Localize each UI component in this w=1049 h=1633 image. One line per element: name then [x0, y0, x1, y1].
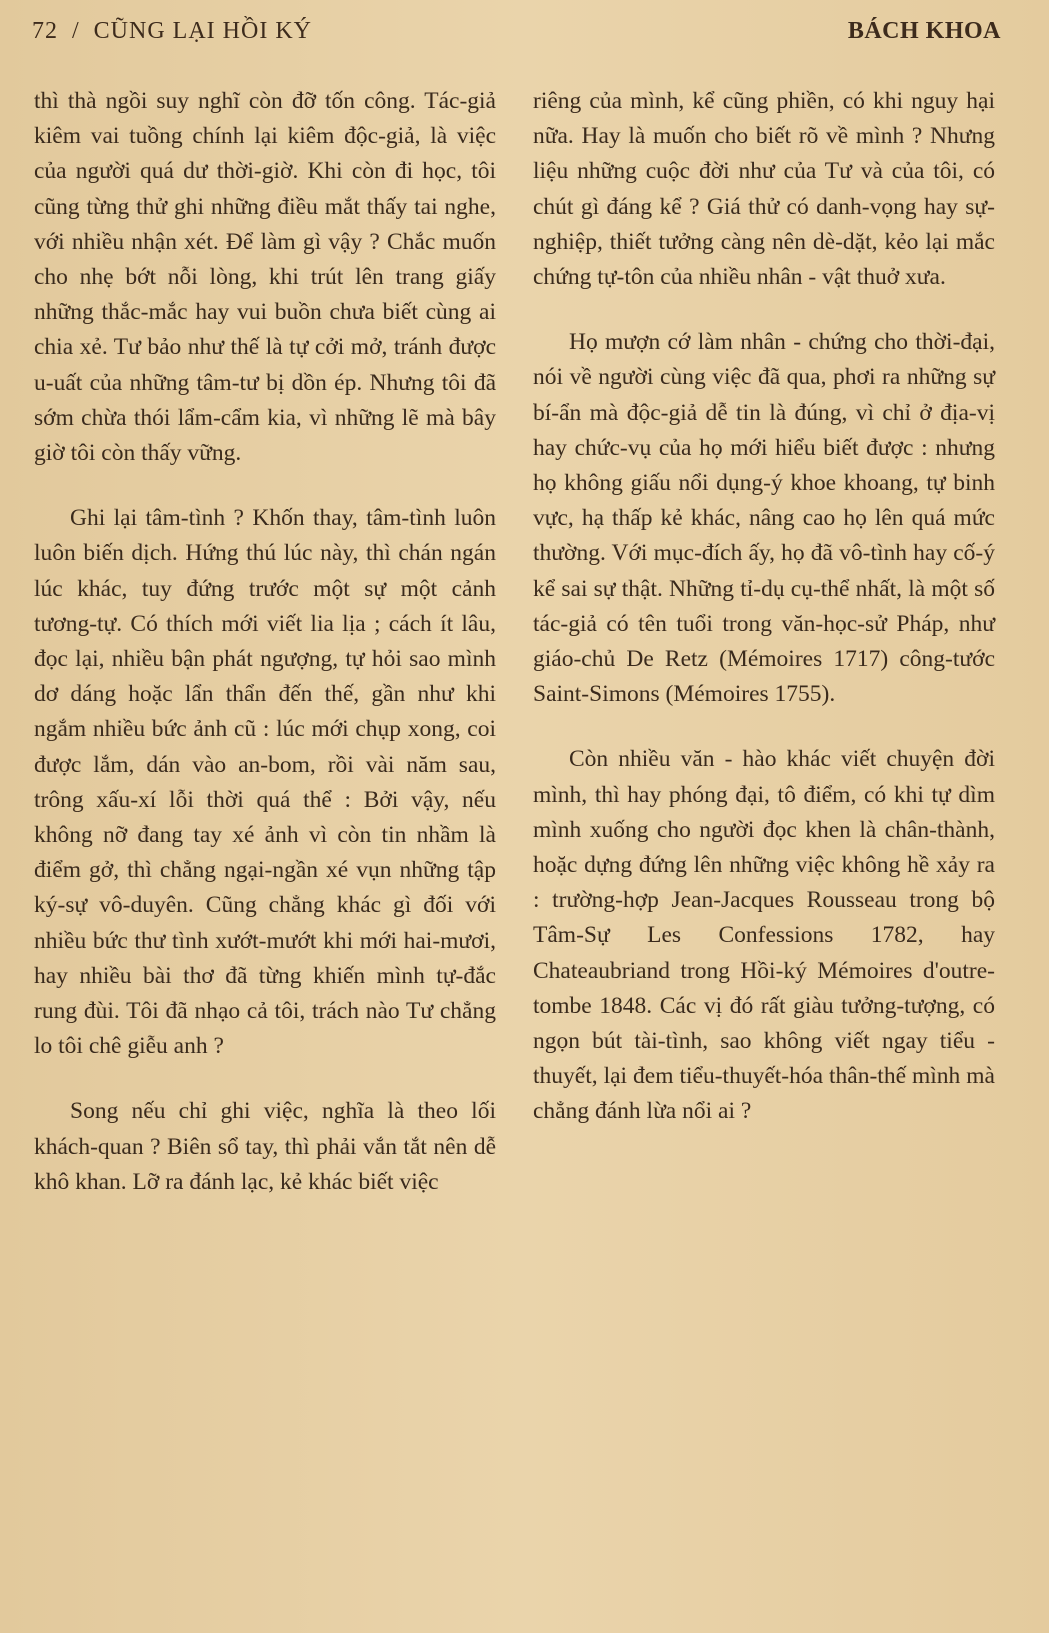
running-header: [32, 18, 1001, 58]
paragraph: riêng của mình, kể cũng phiền, có khi nguy hại nữa. Hay là muốn cho biết rõ về mình ? Nhưng liệu những cuộc đời như của Tư và của tôi, có chút gì đáng kể ? Giá thử có danh-vọng hay sự-nghiệp, thiết tưởng càng nên dè-dặt, kẻo lại mắc chứng tự-tôn của nhiều nhân - vật thuở xưa.: [533, 88, 995, 291]
right-column: [533, 84, 995, 1130]
header-left: [32, 18, 312, 45]
publication-name: BÁCH KHOA: [847, 18, 1001, 44]
header-separator: /: [72, 18, 80, 44]
running-title: CŨNG LẠI HỒI KÝ: [93, 18, 312, 44]
paragraph: Họ mượn cớ làm nhân - chứng cho thời-đại, nói về người cùng việc đã qua, phơi ra những sự bí-ẩn mà độc-giả dễ tin là đúng, vì chỉ ở địa-vị hay chức-vụ của họ mới hiểu biết được : nhưng họ không giấu nổi dụng-ý khoe khoang, tự binh vực, hạ thấp kẻ khác, nâng cao họ lên quá mức thường. Với mục-đích ấy, họ đã vô-tình hay cố-ý kể sai sự thật. Những tỉ-dụ cụ-thể nhất, là một số tác-giả có tên tuổi trong văn-học-sử Pháp, như giáo-chủ De Retz (Mémoires 1717) công-tước Saint-Simons (Mémoires 1755).: [533, 329, 995, 708]
page-number: 72: [32, 18, 58, 44]
paragraph: Ghi lại tâm-tình ? Khốn thay, tâm-tình luôn luôn biến dịch. Hứng thú lúc này, thì chán ngán lúc khác, tuy đứng trước một sự một cảnh tương-tự. Có thích mới viết lia lịa ; cách ít lâu, đọc lại, nhiều bận phát ngượng, tự hỏi sao mình dơ dáng hoặc lẩn thẩn đến thế, gần như khi ngắm nhiều bức ảnh cũ : lúc mới chụp xong, coi được lắm, dán vào an-bom, rồi vài năm sau, trông xấu-xí lỗi thời quá thể : Bởi vậy, nếu không nỡ đang tay xé ảnh vì còn tin nhầm là điểm gở, thì chẳng ngại-ngần xé vụn những tập ký-sự vô-duyên. Cũng chẳng khác gì đối với nhiều bức thư tình xướt-mướt khi mới hai-mươi, hay nhiều bài thơ đã từng khiến mình tự-đắc rung đùi. Tôi đã nhạo cả tôi, trách nào Tư chẳng lo tôi chê giễu anh ?: [34, 505, 496, 1060]
paragraph: Song nếu chỉ ghi việc, nghĩa là theo lối khách-quan ? Biên sổ tay, thì phải vắn tắt nên dễ khô khan. Lỡ ra đánh lạc, kẻ khác biết việc: [34, 1098, 496, 1195]
paragraph: Còn nhiều văn - hào khác viết chuyện đời mình, thì hay phóng đại, tô điểm, có khi tự dìm mình xuống cho người đọc khen là chân-thành, hoặc dựng đứng lên những việc không hề xảy ra : trường-hợp Jean-Jacques Rousseau trong bộ Tâm-Sự Les Confessions 1782, hay Chateaubriand trong Hồi-ký Mémoires d'outre-tombe 1848. Các vị đó rất giàu tưởng-tượng, có ngọn bút tài-tình, sao không viết ngay tiểu - thuyết, lại đem tiểu-thuyết-hóa thân-thế mình mà chẳng đánh lừa nổi ai ?: [533, 746, 995, 1125]
paragraph: thì thà ngồi suy nghĩ còn đỡ tốn công. Tác-giả kiêm vai tuồng chính lại kiêm độc-giả, là việc của người quá dư thời-giờ. Khi còn đi học, tôi cũng từng thử ghi những điều mắt thấy tai nghe, với nhiều nhận xét. Để làm gì vậy ? Chắc muốn cho nhẹ bớt nỗi lòng, khi trút lên trang giấy những thắc-mắc hay vui buồn chưa biết cùng ai chia xẻ. Tư bảo như thế là tự cởi mở, tránh được u-uất của những tâm-tư bị dồn ép. Nhưng tôi đã sớm chừa thói lẩm-cẩm kia, vì những lẽ mà bây giờ tôi còn thấy vững.: [34, 88, 496, 467]
left-column: [34, 84, 496, 1200]
